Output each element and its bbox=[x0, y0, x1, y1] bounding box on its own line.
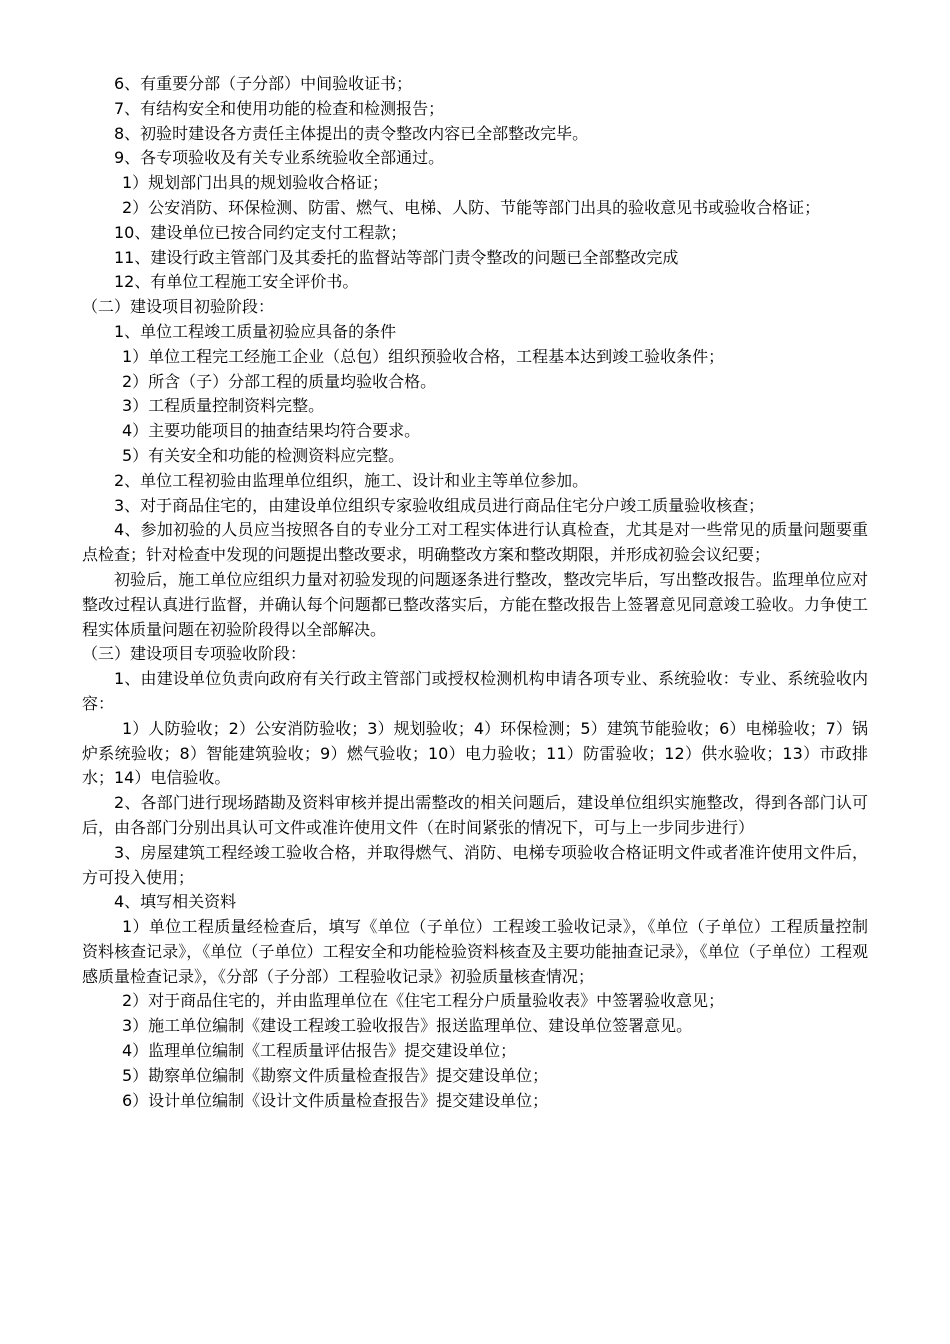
paragraph: 5）勘察单位编制《勘察文件质量检查报告》提交建设单位； bbox=[122, 1065, 549, 1085]
paragraph: 2）对于商品住宅的，并由监理单位在《住宅工程分户质量验收表》中签署验收意见； bbox=[122, 991, 725, 1011]
paragraph: 初验后，施工单位应组织力量对初验发现的问题逐条进行整改，整改完毕后，写出整改报告。监理单位应对整改过程认真进行监督，并确认每个问题都已整改落实后，方能在整改报告上签署意见同意竣工验收。力争使工程实体质量问题在初验阶段得以全部解决。 bbox=[82, 569, 868, 639]
paragraph: 12、有单位工程施工安全评价书。 bbox=[114, 272, 359, 292]
section-heading: （三）建设项目专项验收阶段： bbox=[82, 644, 307, 664]
paragraph: 1）人防验收；2）公安消防验收；3）规划验收；4）环保检测；5）建筑节能验收；6）电梯验收；7）锅炉系统验收；8）智能建筑验收；9）燃气验收；10）电力验收；11）防雷验收；12）供水验收；13）市政排水；14）电信验收。 bbox=[82, 718, 868, 788]
paragraph: 1、由建设单位负责向政府有关行政主管部门或授权检测机构申请各项专业、系统验收：专业、系统验收内容： bbox=[82, 669, 868, 713]
paragraph: 8、初验时建设各方责任主体提出的责令整改内容已全部整改完毕。 bbox=[114, 123, 589, 143]
paragraph: 9、各专项验收及有关专业系统验收全部通过。 bbox=[114, 148, 445, 168]
paragraph: 6）设计单位编制《设计文件质量检查报告》提交建设单位； bbox=[122, 1090, 549, 1110]
paragraph: 4、参加初验的人员应当按照各自的专业分工对工程实体进行认真检查，尤其是对一些常见的质量问题要重点检查；针对检查中发现的问题提出整改要求，明确整改方案和整改期限，并形成初验会议纪要； bbox=[82, 520, 868, 565]
paragraph: 4、填写相关资料 bbox=[114, 892, 237, 912]
paragraph: 6、有重要分部（子分部）中间验收证书； bbox=[114, 74, 413, 93]
section-heading: （二）建设项目初验阶段： bbox=[82, 297, 275, 317]
paragraph: 2）公安消防、环保检测、防雷、燃气、电梯、人防、节能等部门出具的验收意见书或验收合格证； bbox=[122, 197, 821, 217]
paragraph: 1）单位工程质量经检查后，填写《单位（子单位）工程竣工验收记录》，《单位（子单位）工程质量控制资料核查记录》，《单位（子单位）工程安全和功能检验资料核查及主要功能抽查记录》，《单位（子单位）工程观感质量检查记录》，《分部（子分部）工程验收记录》初验质量核查情况； bbox=[82, 917, 868, 986]
paragraph: 2、各部门进行现场踏勘及资料审核并提出需整改的相关问题后，建设单位组织实施整改，得到各部门认可后，由各部门分别出具认可文件或准许使用文件（在时间紧张的情况下，可与上一步同步进行） bbox=[82, 793, 868, 837]
paragraph: 2）所含（子）分部工程的质量均验收合格。 bbox=[122, 371, 437, 391]
paragraph: 1）规划部门出具的规划验收合格证； bbox=[122, 173, 389, 193]
paragraph: 3、房屋建筑工程经竣工验收合格，并取得燃气、消防、电梯专项验收合格证明文件或者准许使用文件后，方可投入使用； bbox=[82, 842, 868, 887]
paragraph: 10、建设单位已按合同约定支付工程款； bbox=[114, 222, 407, 242]
paragraph: 1、单位工程竣工质量初验应具备的条件 bbox=[114, 321, 397, 341]
paragraph: 4）主要功能项目的抽查结果均符合要求。 bbox=[122, 421, 421, 441]
paragraph: 2、单位工程初验由监理单位组织，施工、设计和业主等单位参加。 bbox=[114, 470, 589, 490]
paragraph: 3）施工单位编制《建设工程竣工验收报告》报送监理单位、建设单位签署意见。 bbox=[122, 1016, 693, 1036]
paragraph: 3、对于商品住宅的，由建设单位组织专家验收组成员进行商品住宅分户竣工质量验收核查； bbox=[114, 495, 765, 515]
paragraph: 7、有结构安全和使用功能的检查和检测报告； bbox=[114, 98, 445, 118]
paragraph: 4）监理单位编制《工程质量评估报告》提交建设单位； bbox=[122, 1041, 517, 1061]
paragraph: 1）单位工程完工经施工企业（总包）组织预验收合格，工程基本达到竣工验收条件； bbox=[122, 346, 725, 366]
paragraph: 11、建设行政主管部门及其委托的监督站等部门责令整改的问题已全部整改完成 bbox=[114, 247, 679, 267]
paragraph: 5）有关安全和功能的检测资料应完整。 bbox=[122, 445, 405, 465]
paragraph: 3）工程质量控制资料完整。 bbox=[122, 396, 325, 416]
